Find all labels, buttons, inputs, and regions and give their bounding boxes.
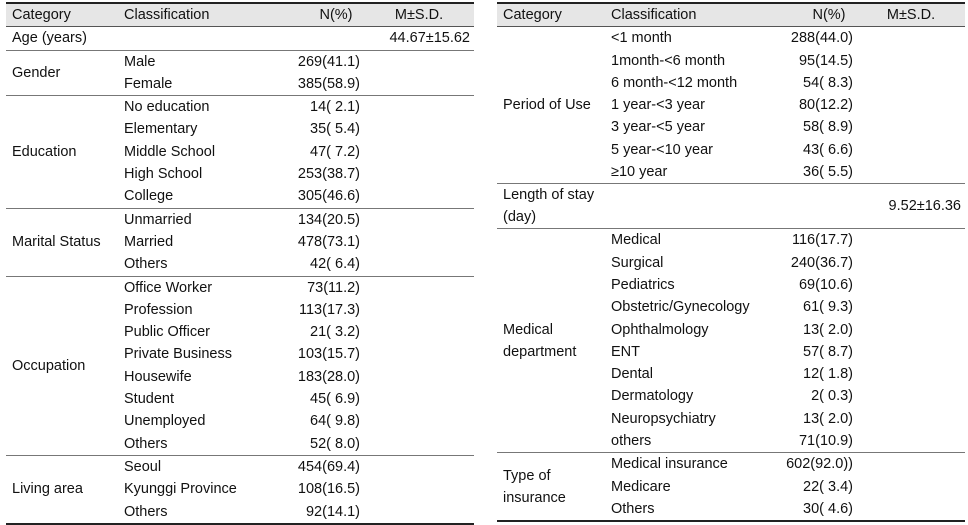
n-cell: 80(12.2) — [798, 97, 853, 114]
table-row — [6, 27, 474, 50]
n-cell: 385(58.9) — [268, 73, 364, 96]
table-row — [6, 50, 474, 73]
n-cell: 64( 9.8) — [310, 413, 360, 430]
classification-cell: Married — [124, 233, 174, 250]
n-cell: 253(38.7) — [297, 166, 360, 183]
classification-cell: Middle School — [124, 143, 216, 160]
n-cell: 12( 1.8) — [803, 366, 853, 383]
classification-cell: ENT — [611, 343, 640, 360]
classification-cell: Seoul — [124, 458, 162, 475]
n-cell: 45( 6.9) — [310, 391, 360, 408]
category-cell: Gender — [6, 50, 118, 96]
n-cell: 183(28.0) — [297, 368, 360, 385]
n-cell: 71(10.9) — [761, 430, 857, 453]
classification-cell: 3 year-<5 year — [611, 119, 705, 136]
n-cell: 478(73.1) — [297, 233, 360, 250]
classification-cell: Pediatrics — [611, 276, 675, 293]
n-cell: 13( 2.0) — [803, 321, 853, 338]
classification-cell: Profession — [124, 301, 193, 318]
n-cell: 43( 6.6) — [803, 141, 853, 158]
category-cell: Living area — [6, 455, 118, 523]
classification-cell: Surgical — [611, 254, 664, 271]
header-row — [6, 3, 474, 27]
n-cell: 69(10.6) — [798, 276, 853, 293]
n-cell: 108(16.5) — [297, 481, 360, 498]
category-cell: Age (years) — [6, 27, 268, 50]
table-row — [6, 276, 474, 299]
header-msd: M±S.D. — [857, 3, 965, 27]
table-right — [497, 2, 965, 522]
n-cell: 57( 8.7) — [803, 343, 853, 360]
n-cell: 35( 5.4) — [310, 121, 360, 138]
n-cell: 14( 2.1) — [310, 99, 360, 116]
classification-cell: ≥10 year — [605, 161, 761, 184]
table-row — [497, 184, 965, 229]
category-cell: Type of insurance — [497, 453, 605, 521]
classification-cell: Public Officer — [124, 324, 210, 341]
classification-cell: No education — [124, 99, 210, 116]
classification-cell: Dental — [611, 366, 653, 383]
n-cell: 42( 6.4) — [268, 253, 364, 276]
classification-cell: others — [605, 430, 761, 453]
n-cell: 95(14.5) — [798, 52, 853, 69]
n-cell: 22( 3.4) — [803, 478, 853, 495]
n-cell: 305(46.6) — [268, 185, 364, 208]
classification-cell: Medical — [611, 232, 661, 249]
header-category: Category — [497, 3, 605, 27]
classification-cell: Unemployed — [124, 413, 206, 430]
n-cell: 134(20.5) — [297, 211, 360, 228]
category-cell: Length of stay (day) — [497, 184, 605, 229]
classification-cell: Unmarried — [124, 211, 192, 228]
n-cell: 13( 2.0) — [803, 410, 853, 427]
n-cell: 454(69.4) — [297, 458, 360, 475]
header-row — [497, 3, 965, 27]
header-classification: Classification — [605, 3, 761, 27]
classification-cell: Others — [118, 253, 268, 276]
n-cell: 21( 3.2) — [310, 324, 360, 341]
n-cell: 73(11.2) — [307, 279, 360, 296]
category-cell: Occupation — [6, 276, 118, 455]
classification-cell: Others — [118, 433, 268, 456]
classification-cell: College — [118, 185, 268, 208]
classification-cell: Private Business — [124, 346, 232, 363]
classification-cell: <1 month — [611, 30, 672, 47]
table-left — [6, 2, 474, 525]
header-msd: M±S.D. — [364, 3, 474, 27]
category-cell: Marital Status — [6, 208, 118, 276]
n-cell: 52( 8.0) — [268, 433, 364, 456]
n-cell: 54( 8.3) — [803, 74, 853, 91]
classification-cell: Others — [118, 501, 268, 524]
n-cell: 269(41.1) — [297, 53, 360, 70]
classification-cell: Medical insurance — [611, 456, 728, 473]
classification-cell: Elementary — [124, 121, 198, 138]
n-cell: 58( 8.9) — [803, 119, 853, 136]
classification-cell: 5 year-<10 year — [611, 141, 713, 158]
classification-cell: Others — [605, 498, 761, 521]
table-row — [6, 96, 474, 119]
n-cell: 240(36.7) — [790, 254, 853, 271]
msd-cell: 44.67±15.62 — [364, 27, 474, 50]
header-category: Category — [6, 3, 118, 27]
table-row — [497, 27, 965, 50]
n-cell: 116(17.7) — [792, 232, 853, 249]
classification-cell: Student — [124, 391, 174, 408]
n-cell: 30( 4.6) — [761, 498, 857, 521]
classification-cell: 1 year-<3 year — [611, 97, 705, 114]
category-cell: Education — [6, 96, 118, 208]
classification-cell: 6 month-<12 month — [611, 74, 738, 91]
classification-cell: Dermatology — [611, 388, 694, 405]
n-cell: 602(92.0)) — [786, 456, 853, 473]
header-classification: Classification — [118, 3, 268, 27]
classification-cell: Medicare — [611, 478, 671, 495]
classification-cell: Obstetric/Gynecology — [611, 299, 750, 316]
classification-cell: Ophthalmology — [611, 321, 709, 338]
n-cell: 47( 7.2) — [310, 143, 360, 160]
n-cell: 113(17.3) — [299, 301, 360, 318]
table-row — [6, 208, 474, 231]
table-row — [497, 229, 965, 252]
classification-cell: Male — [124, 53, 156, 70]
header-n: N(%) — [268, 3, 364, 27]
classification-cell: Kyunggi Province — [124, 481, 237, 498]
table-row — [497, 453, 965, 476]
category-cell: Period of Use — [497, 27, 605, 184]
n-cell: 36( 5.5) — [761, 161, 857, 184]
msd-cell: 9.52±16.36 — [857, 184, 965, 229]
n-cell: 288(44.0) — [790, 30, 853, 47]
n-cell: 92(14.1) — [268, 501, 364, 524]
category-cell: Medical department — [497, 229, 605, 453]
classification-cell: High School — [124, 166, 203, 183]
classification-cell: Female — [118, 73, 268, 96]
classification-cell: Neuropsychiatry — [611, 410, 716, 427]
header-n: N(%) — [761, 3, 857, 27]
n-cell: 2( 0.3) — [811, 388, 853, 405]
classification-cell: Office Worker — [124, 279, 213, 296]
n-cell: 103(15.7) — [297, 346, 360, 363]
classification-cell: Housewife — [124, 368, 192, 385]
classification-cell: 1month-<6 month — [611, 52, 726, 69]
table-row — [6, 455, 474, 478]
n-cell: 61( 9.3) — [803, 299, 853, 316]
